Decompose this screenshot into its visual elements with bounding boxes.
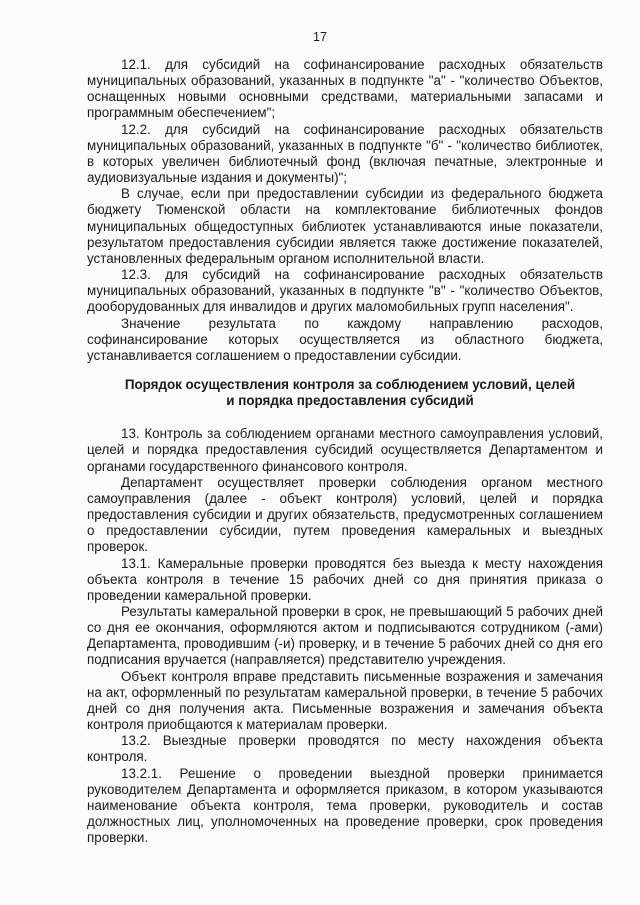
paragraph-13-1: 13.1. Камеральные проверки проводятся без выезда к месту нахождения объекта контроля в течение 15 рабочих дней со дня принятия приказа о проведении камеральной проверки. — [87, 555, 603, 603]
paragraph-12-1: 12.1. для субсидий на софинансирование расходных обязательств муниципальных образований, указанных в подпункте "а" - "количество Объектов, оснащенных новыми основными средствами, материальными запасами и программным обеспечением"; — [87, 57, 603, 121]
paragraph-13: 13. Контроль за соблюдением органами местного самоуправления условий, целей и порядка предоставления субсидий осуществляется Департаментом и органами государственного финансового контроля. — [87, 426, 603, 474]
paragraph-objections: Объект контроля вправе представить письменные возражения и замечания на акт, оформленный по результатам камеральной проверки, в течение 5 рабочих дней со дня получения акта. Письменные возражения и замечания объекта контроля приобщаются к материалам проверки. — [87, 668, 603, 733]
paragraph-13-2: 13.2. Выездные проверки проводятся по месту нахождения объекта контроля. — [87, 733, 603, 765]
paragraph-12-2: 12.2. для субсидий на софинансирование расходных обязательств муниципальных образований, указанных в подпункте "б" - "количество библиотек, в которых увеличен библиотечный фонд (включая печатные, электронные и аудиовизуальные издания и документы)"; — [87, 121, 603, 186]
paragraph-13-2-1: 13.2.1. Решение о проведении выездной проверки принимается руководителем Департамента и оформляется приказом, в котором указываются наименование объекта контроля, тема проверки, руководитель и состав должностных лиц, уполномоченных на проведение проверки, срок проведения проверки. — [87, 765, 603, 846]
section-heading — [87, 377, 603, 409]
paragraph-desk-results: Результаты камеральной проверки в срок, не превышающий 5 рабочих дней со дня ее окончания, оформляются актом и подписываются сотрудником (-ами) Департамента, проводившим (-и) проверку, и в течение 5 рабочих дней со дня его подписания вручается (направляется) представителю учреждения. — [87, 604, 603, 668]
section-heading-line-2: и порядка предоставления субсидий — [226, 393, 474, 409]
document-body — [87, 57, 603, 846]
paragraph-department-checks: Департамент осуществляет проверки соблюдения органом местного самоуправления (далее - объект контроля) условий, целей и порядка предоставления субсидии и других обязательств, предусмотренных соглашением о предоставлении субсидии, путем проведения камеральных и выездных проверок. — [87, 474, 603, 555]
paragraph-result-value: Значение результата по каждому направлению расходов, софинансирование которых осуществляется из областного бюджета, устанавливается соглашением о предоставлении субсидии. — [87, 315, 603, 363]
paragraph-federal-case: В случае, если при предоставлении субсидии из федерального бюджета бюджету Тюменской области на комплектование библиотечных фондов муниципальных общедоступных библиотек устанавливаются иные показатели, результатом предоставления субсидии является также достижение показателей, установленных федеральным органом исполнительной власти. — [87, 186, 603, 266]
paragraph-12-3: 12.3. для субсидий на софинансирование расходных обязательств муниципальных образований, указанных в подпункте "в" - "количество Объектов, дооборудованных для инвалидов и других маломобильных групп населения". — [87, 267, 603, 315]
section-heading-line-1: Порядок осуществления контроля за соблюдением условий, целей — [124, 376, 576, 392]
page-number: 17 — [313, 30, 327, 44]
